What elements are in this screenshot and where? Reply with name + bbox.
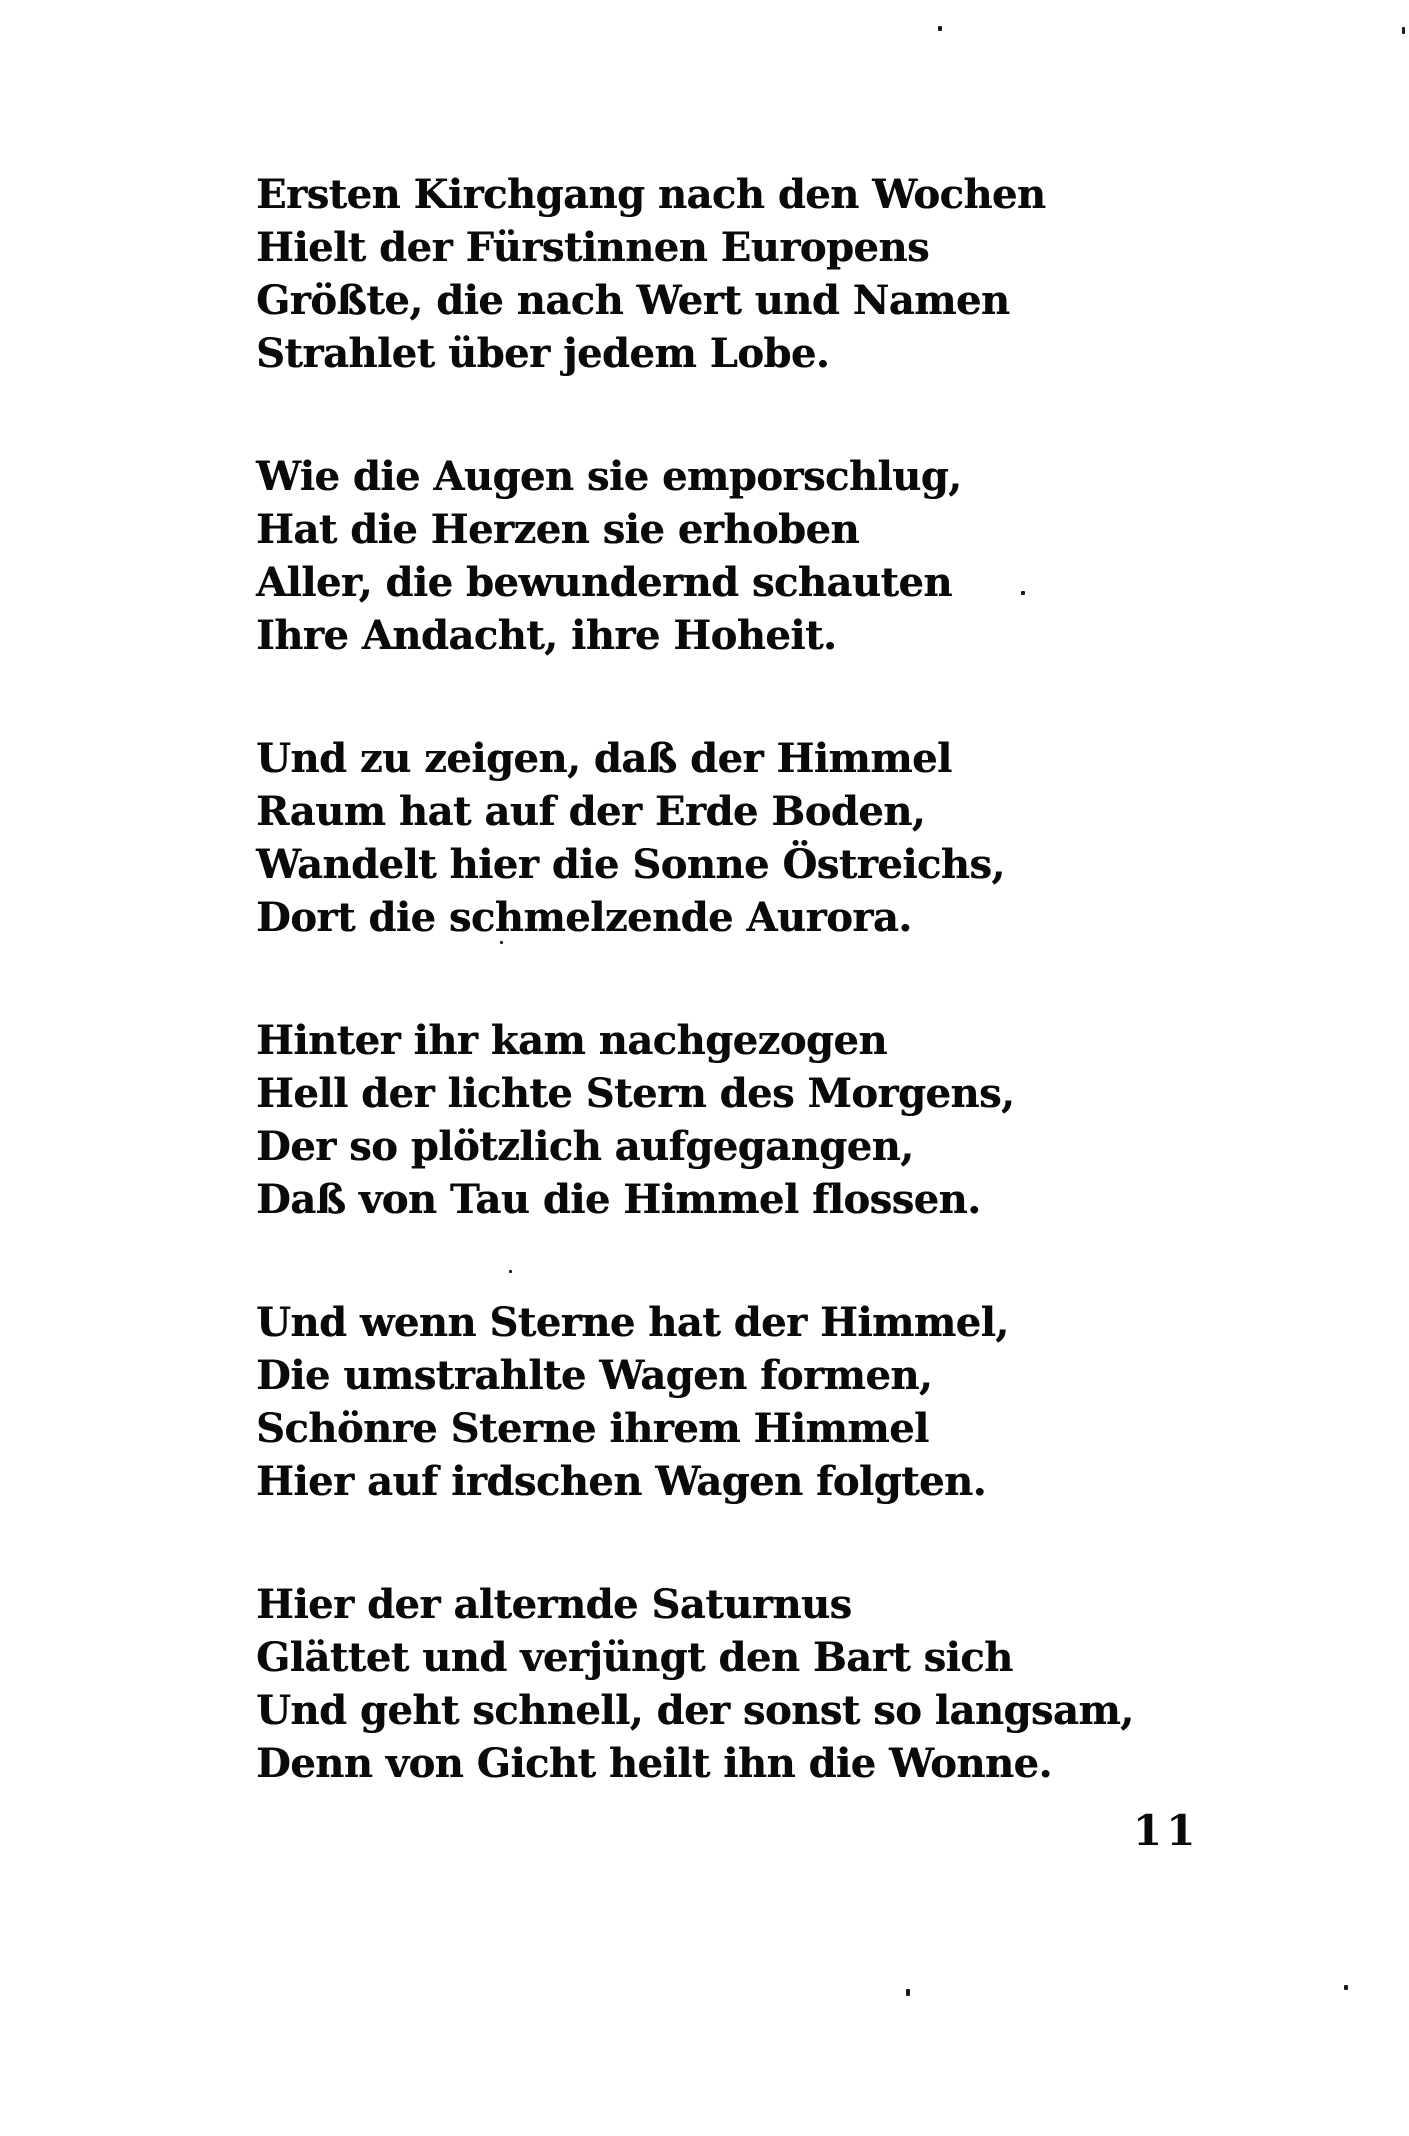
poem-line: Und zu zeigen, daß der Himmel: [256, 735, 952, 782]
stanza: [256, 1014, 1156, 1226]
poem-line: Hier auf irdschen Wagen folgten.: [256, 1458, 986, 1505]
poem-line: Und geht schnell, der sonst so langsam,: [256, 1687, 1134, 1734]
poem-line: Hat die Herzen sie erhoben: [256, 506, 860, 553]
scan-speck: [1021, 591, 1025, 595]
poem-line: Hier der alternde Saturnus: [256, 1581, 852, 1628]
poem-line: Dort die schmelzende Aurora.: [256, 894, 912, 941]
poem-line: Hinter ihr kam nachgezogen: [256, 1017, 887, 1064]
poem-line: Schönre Sterne ihrem Himmel: [256, 1405, 929, 1452]
poem-line: Wie die Augen sie emporschlug,: [256, 453, 962, 500]
scan-speck: [938, 26, 942, 31]
poem-line: Der so plötzlich aufgegangen,: [256, 1123, 914, 1170]
poem-line: Hielt der Fürstinnen Europens: [256, 224, 929, 271]
scan-speck: [1344, 1985, 1348, 1990]
poem-line: Ihre Andacht, ihre Hoheit.: [256, 612, 837, 659]
stanza: [256, 1578, 1156, 1790]
page-number: 11: [1133, 1806, 1200, 1855]
poem-line: Größte, die nach Wert und Namen: [256, 277, 1010, 324]
poem-line: Denn von Gicht heilt ihn die Wonne.: [256, 1740, 1052, 1787]
scan-speck: [509, 1270, 512, 1273]
poem-line: Raum hat auf der Erde Boden,: [256, 788, 926, 835]
stanza: [256, 732, 1156, 944]
scan-speck: [500, 941, 503, 944]
poem-line: Glättet und verjüngt den Bart sich: [256, 1634, 1013, 1681]
poem-line: Strahlet über jedem Lobe.: [256, 330, 830, 377]
poem-line: Hell der lichte Stern des Morgens,: [256, 1070, 1015, 1117]
scan-speck: [906, 1989, 910, 1996]
poem-line: Und wenn Sterne hat der Himmel,: [256, 1299, 1009, 1346]
poem-line: Aller, die bewundernd schauten: [256, 559, 952, 606]
scan-speck: [1402, 27, 1405, 34]
poem: [256, 168, 1156, 1860]
poem-line: Ersten Kirchgang nach den Wochen: [256, 171, 1046, 218]
stanza: [256, 450, 1156, 662]
poem-line: Wandelt hier die Sonne Östreichs,: [256, 841, 1005, 888]
stanza: [256, 168, 1156, 380]
poem-line: Die umstrahlte Wagen formen,: [256, 1352, 933, 1399]
poem-line: Daß von Tau die Himmel flossen.: [256, 1176, 981, 1223]
stanza: [256, 1296, 1156, 1508]
